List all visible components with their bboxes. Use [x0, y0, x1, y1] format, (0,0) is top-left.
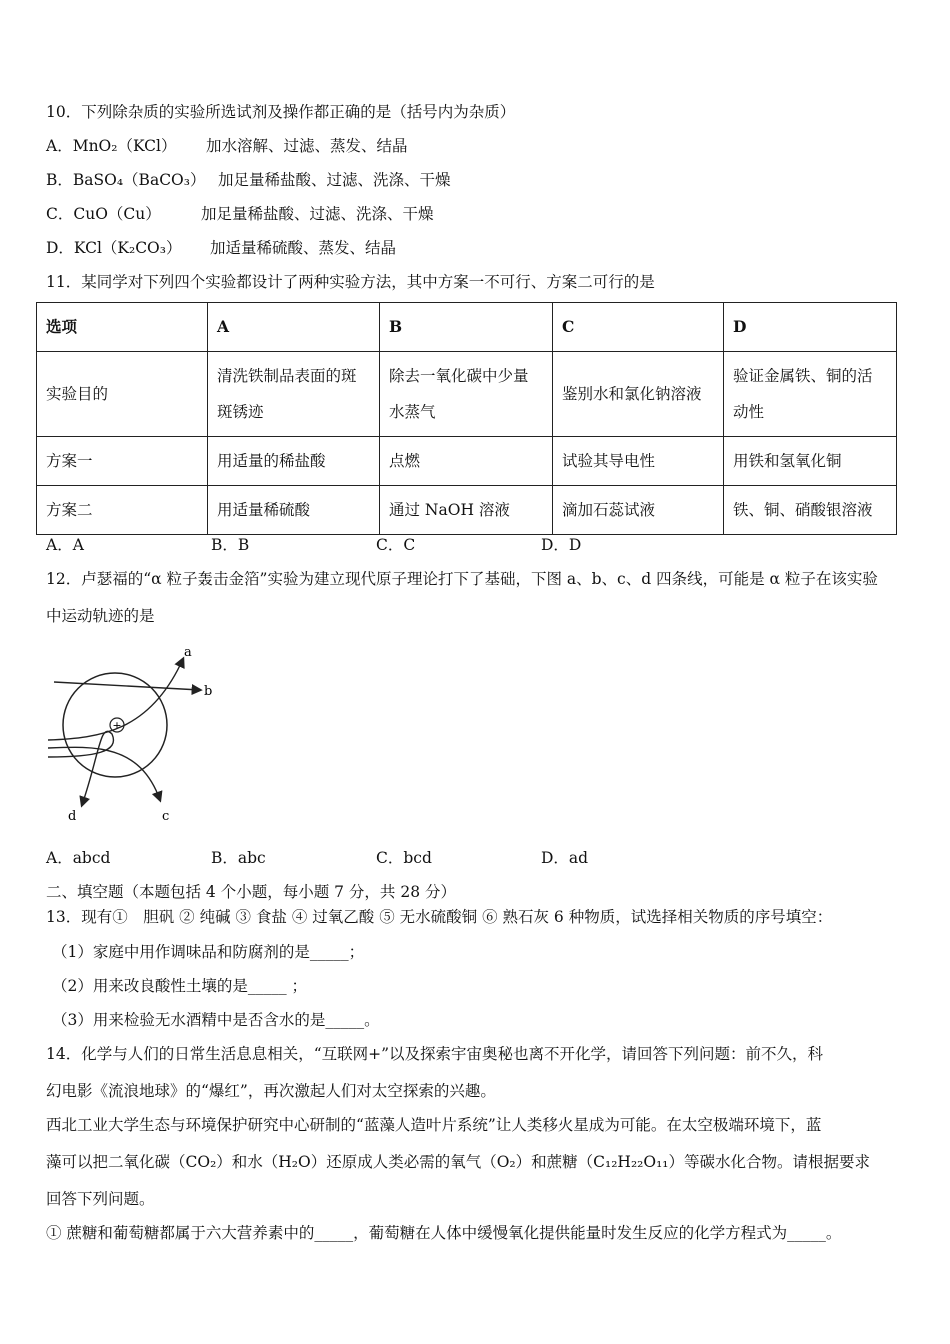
q11-choice-d: D．D: [541, 536, 582, 554]
table-cell: 点燃: [380, 437, 553, 486]
q14-line1: 14．化学与人们的日常生活息息相关，“互联网+”以及探索宇宙奥秘也离不开化学，请回答下列问题：前不久，科: [46, 1045, 824, 1063]
q14-line6: ① 蔗糖和葡萄糖都属于六大营养素中的_____，葡萄糖在人体中缓慢氧化提供能量时发生反应的化学方程式为_____。: [46, 1224, 842, 1242]
q11-choice-b: B．B: [211, 536, 250, 554]
table-cell: 鉴别水和氯化钠溶液: [553, 352, 724, 437]
q14-line5: 回答下列问题。: [46, 1190, 155, 1208]
q10-option-d-label: D．KCl（K₂CO₃）: [46, 239, 182, 257]
q12-choice-b: B．abc: [211, 849, 266, 867]
table-row: [37, 437, 897, 486]
q10-option-b-label: B．BaSO₄（BaCO₃）: [46, 171, 206, 189]
label-d: d: [68, 809, 77, 824]
table-cell: 用适量的稀盐酸: [208, 437, 380, 486]
alpha-scattering-figure: [40, 642, 230, 832]
q10-option-d-method: 加适量稀硫酸、蒸发、结晶: [210, 239, 397, 257]
table-header-cell: 选项: [37, 303, 208, 352]
q12-stem-line2: 中运动轨迹的是: [46, 607, 155, 625]
q12-stem-line1: 12．卢瑟福的“α 粒子轰击金箔”实验为建立现代原子理论打下了基础，下图 a、b、c、d 四条线，可能是 α 粒子在该实验: [46, 570, 878, 588]
q10-option-c: [46, 204, 434, 224]
q12-choices: [46, 848, 588, 868]
q11-table: [36, 302, 897, 535]
table-header-cell: C: [553, 303, 724, 352]
label-c: c: [162, 809, 170, 824]
q10-option-d: [46, 238, 396, 258]
q11-choice-a: A．A: [46, 536, 84, 554]
table-cell: 方案二: [37, 486, 208, 535]
label-a: a: [184, 645, 192, 660]
table-row: [37, 352, 897, 437]
table-row: [37, 303, 897, 352]
table-cell: 除去一氧化碳中少量水蒸气: [380, 352, 553, 437]
table-cell: 试验其导电性: [553, 437, 724, 486]
trajectory-b: [54, 682, 200, 690]
q12-choice-d: D．ad: [541, 849, 589, 867]
q10-stem: 10．下列除杂质的实验所选试剂及操作都正确的是（括号内为杂质）: [46, 103, 516, 121]
q11-stem: 11．某同学对下列四个实验都设计了两种实验方法，其中方案一不可行、方案二可行的是: [46, 273, 655, 291]
q13-item-3: （3）用来检验无水酒精中是否含水的是_____。: [52, 1011, 380, 1029]
table-cell: 滴加石蕊试液: [553, 486, 724, 535]
q10-option-b-method: 加足量稀盐酸、过滤、洗涤、干燥: [218, 171, 451, 189]
q14-line3: 西北工业大学生态与环境保护研究中心研制的“蓝藻人造叶片系统”让人类移火星成为可能。在太空极端环境下，蓝: [46, 1116, 822, 1134]
q10-option-c-label: C．CuO（Cu）: [46, 205, 161, 223]
table-cell: 铁、铜、硝酸银溶液: [724, 486, 897, 535]
q11-choice-c: C．C: [376, 536, 416, 554]
q14-line4: 藻可以把二氧化碳（CO₂）和水（H₂O）还原成人类必需的氧气（O₂）和蔗糖（C₁₂H₂₂O₁₁）等碳水化合物。请根据要求: [46, 1153, 871, 1171]
q13-item-1: （1）家庭中用作调味品和防腐剂的是_____；: [52, 943, 365, 961]
q13-item-2: （2）用来改良酸性土壤的是_____ ；: [52, 977, 308, 995]
trajectory-c: [48, 747, 160, 800]
q12-choice-a: A．abcd: [46, 849, 111, 867]
table-header-cell: A: [208, 303, 380, 352]
table-cell: 用铁和氢氧化铜: [724, 437, 897, 486]
q10-option-b: [46, 170, 451, 190]
q13-stem: 13．现有① 胆矾 ② 纯碱 ③ 食盐 ④ 过氧乙酸 ⑤ 无水硫酸铜 ⑥ 熟石灰 6 种物质，试选择相关物质的序号填空：: [46, 908, 833, 926]
table-cell: 方案一: [37, 437, 208, 486]
table-cell: 实验目的: [37, 352, 208, 437]
table-row: [37, 486, 897, 535]
table-header-cell: D: [724, 303, 897, 352]
section-heading: 二、填空题（本题包括 4 个小题，每小题 7 分，共 28 分）: [46, 883, 457, 901]
q10-option-a: [46, 136, 408, 156]
table-cell: 验证金属铁、铜的活动性: [724, 352, 897, 437]
q14-line2: 幻电影《流浪地球》的“爆红”，再次激起人们对太空探索的兴趣。: [46, 1082, 496, 1100]
table-cell: 清洗铁制品表面的斑斑锈迹: [208, 352, 380, 437]
label-b: b: [204, 684, 213, 699]
q10-option-a-label: A．MnO₂（KCl）: [46, 137, 177, 155]
trajectory-d: [48, 731, 113, 805]
q10-option-a-method: 加水溶解、过滤、蒸发、结晶: [206, 137, 408, 155]
q10-option-c-method: 加足量稀盐酸、过滤、洗涤、干燥: [201, 205, 434, 223]
table-cell: 通过 NaOH 溶液: [380, 486, 553, 535]
q12-choice-c: C．bcd: [376, 849, 432, 867]
table-cell: 用适量稀硫酸: [208, 486, 380, 535]
nucleus-sign: +: [112, 719, 122, 732]
q11-choices: [46, 535, 581, 555]
table-header-cell: B: [380, 303, 553, 352]
